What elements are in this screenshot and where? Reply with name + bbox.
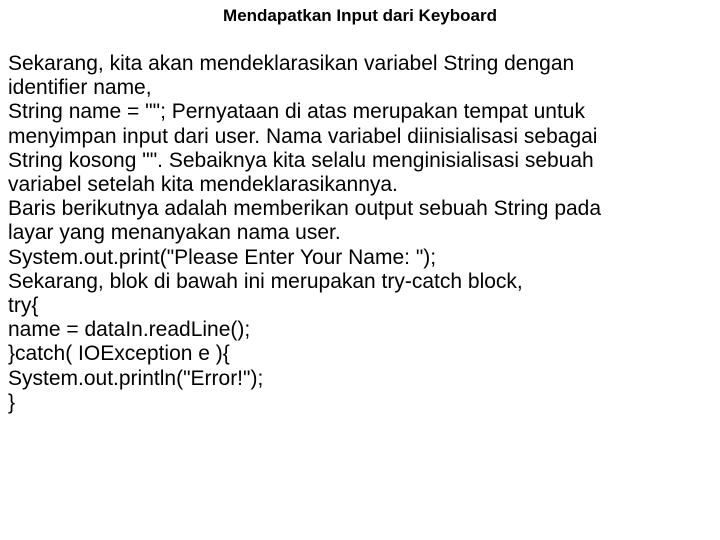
slide-title: Mendapatkan Input dari Keyboard: [223, 6, 497, 25]
code-line-close-brace: }: [8, 390, 16, 414]
code-line-readline: name = dataIn.readLine();: [8, 318, 251, 342]
body-line-7: Baris berikutnya adalah memberikan output sebuah String pada: [8, 197, 602, 221]
code-line-println: System.out.println("Error!");: [8, 366, 264, 390]
body-line-3: String name = ""; Pernyataan di atas merupakan tempat untuk: [8, 100, 585, 124]
body-line-8: layar yang menanyakan nama user.: [8, 221, 341, 245]
code-line-catch: }catch( IOException e ){: [8, 342, 230, 366]
body-line-2: identifier name,: [8, 76, 152, 100]
code-line-try: try{: [8, 294, 39, 318]
body-line-5: String kosong "". Sebaiknya kita selalu menginisialisasi sebuah: [8, 148, 594, 172]
body-line-1: Sekarang, kita akan mendeklarasikan variabel String dengan: [8, 52, 575, 75]
code-line-print: System.out.print("Please Enter Your Name: ");: [8, 245, 437, 269]
body-line-6: variabel setelah kita mendeklarasikannya.: [8, 173, 398, 197]
body-line-4: menyimpan input dari user. Nama variabel diinisialisasi sebagai: [8, 124, 598, 148]
slide-body-text: [8, 52, 714, 415]
body-line-try-catch-intro: Sekarang, blok di bawah ini merupakan try-catch block,: [8, 269, 523, 293]
